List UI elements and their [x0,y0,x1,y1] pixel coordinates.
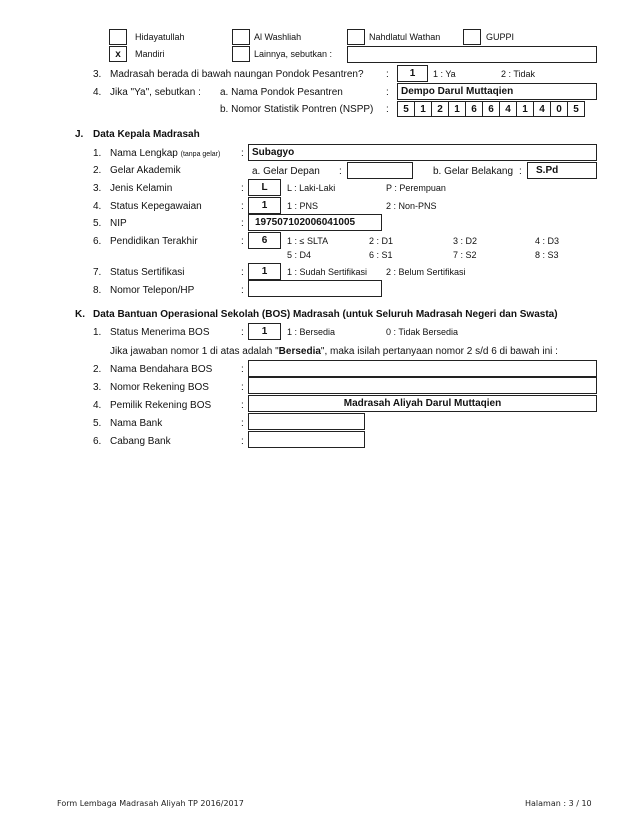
footer-page-number: Halaman : 3 / 10 [525,799,592,808]
pendidikan-option: 6 : S1 [369,250,393,260]
bos-status-label: Status Menerima BOS [110,327,210,338]
kelamin-option-p: P : Perempuan [386,183,446,193]
hidayatullah-label: Hidayatullah [135,32,185,42]
sertifikasi-number: 7. [93,267,102,278]
lainnya-checkbox[interactable] [232,46,250,62]
section-j-letter: J. [75,129,84,140]
bos-note-bold: Bersedia [278,346,321,357]
sertifikasi-colon: : [241,267,244,278]
kelamin-colon: : [241,183,244,194]
nama-label [110,148,220,159]
kepegawaian-colon: : [241,201,244,212]
kepegawaian-option-nonpns: 2 : Non-PNS [386,201,437,211]
rekening-colon: : [241,382,244,393]
q3-label: Madrasah berada di bawah naungan Pondok Pesantren? [110,69,364,80]
pemilik-field[interactable]: Madrasah Aliyah Darul Muttaqien [248,395,597,412]
nip-label: NIP [110,218,127,229]
bendahara-number: 2. [93,364,102,375]
gelar-depan-field[interactable] [347,162,413,179]
pemilik-label: Pemilik Rekening BOS [110,400,212,411]
kelamin-option-l: L : Laki-Laki [287,183,336,193]
pendidikan-option: 2 : D1 [369,236,394,246]
pendidikan-option: 3 : D2 [453,236,478,246]
nama-field[interactable]: Subagyo [248,144,597,161]
nspp-digit[interactable]: 6 [482,101,500,117]
bos-instruction-note [110,346,558,357]
section-j-title: Data Kepala Madrasah [93,129,200,140]
bos-option-bersedia: 1 : Bersedia [287,327,336,337]
nspp-digit[interactable]: 6 [465,101,483,117]
bos-note-post: ", maka isilah pertanyaan nomor 2 s/d 6 di bawah ini : [320,346,558,357]
bank-colon: : [241,418,244,429]
q3-number: 3. [93,69,102,80]
kepegawaian-number: 4. [93,201,102,212]
sertifikasi-option-belum: 2 : Belum Sertifikasi [386,267,466,277]
lainnya-label: Lainnya, sebutkan : [254,49,333,59]
telepon-label: Nomor Telepon/HP [110,285,195,296]
pesantren-name-label: a. Nama Pondok Pesantren [220,87,343,98]
bank-label: Nama Bank [110,418,163,429]
cabang-number: 6. [93,436,102,447]
rekening-field[interactable] [248,377,597,394]
pesantren-name-field[interactable]: Dempo Darul Muttaqien [397,83,597,100]
kelamin-label: Jenis Kelamin [110,183,173,194]
nspp-digit[interactable]: 1 [516,101,534,117]
nspp-field[interactable] [397,101,597,117]
bank-number: 5. [93,418,102,429]
pendidikan-answer-box[interactable]: 6 [248,232,281,249]
nspp-label: b. Nomor Statistik Pontren (NSPP) [220,104,374,115]
telepon-colon: : [241,285,244,296]
q4-number: 4. [93,87,102,98]
nahdlatul-wathan-checkbox[interactable] [347,29,365,45]
gelar-belakang-colon: : [519,166,522,177]
nspp-digit[interactable]: 2 [431,101,449,117]
footer-form-title: Form Lembaga Madrasah Aliyah TP 2016/2017 [57,799,244,808]
guppi-label: GUPPI [486,32,515,42]
nspp-colon: : [386,104,389,115]
guppi-checkbox[interactable] [463,29,481,45]
gelar-depan-label: a. Gelar Depan [252,166,320,177]
cabang-label: Cabang Bank [110,436,171,447]
pendidikan-colon: : [241,236,244,247]
gelar-belakang-label: b. Gelar Belakang [433,166,514,177]
rekening-label: Nomor Rekening BOS [110,382,209,393]
gelar-label: Gelar Akademik [110,165,181,176]
mandiri-label: Mandiri [135,49,165,59]
pendidikan-number: 6. [93,236,102,247]
nip-colon: : [241,218,244,229]
bendahara-label: Nama Bendahara BOS [110,364,213,375]
pendidikan-option: 8 : S3 [535,250,559,260]
al-washliah-label: Al Washliah [254,32,302,42]
bos-note-pre: Jika jawaban nomor 1 di atas adalah " [110,346,279,357]
pendidikan-option: 7 : S2 [453,250,477,260]
kepegawaian-answer-box[interactable]: 1 [248,197,281,214]
bos-status-answer-box[interactable]: 1 [248,323,281,340]
mandiri-checkbox[interactable]: x [109,46,127,62]
nama-number: 1. [93,148,102,159]
gelar-depan-colon: : [339,166,342,177]
pendidikan-option: 5 : D4 [287,250,312,260]
sertifikasi-answer-box[interactable]: 1 [248,263,281,280]
kelamin-answer-box[interactable]: L [248,179,281,196]
nahdlatul-wathan-label: Nahdlatul Wathan [369,32,441,42]
nspp-digit[interactable]: 4 [533,101,551,117]
cabang-colon: : [241,436,244,447]
bendahara-colon: : [241,364,244,375]
sertifikasi-option-sudah: 1 : Sudah Sertifikasi [287,267,368,277]
nspp-digit[interactable]: 1 [414,101,432,117]
q4-label: Jika "Ya", sebutkan : [110,87,201,98]
pemilik-colon: : [241,400,244,411]
section-k-letter: K. [75,309,85,320]
kepegawaian-label: Status Kepegawaian [110,201,202,212]
telepon-number: 8. [93,285,102,296]
bos-status-colon: : [241,327,244,338]
gelar-number: 2. [93,165,102,176]
kelamin-number: 3. [93,183,102,194]
nama-label-text: Nama Lengkap [110,148,178,159]
al-washliah-checkbox[interactable] [232,29,250,45]
gelar-belakang-field[interactable]: S.Pd [527,162,597,179]
pendidikan-label: Pendidikan Terakhir [110,236,198,247]
sertifikasi-label: Status Sertifikasi [110,267,185,278]
pesantren-name-colon: : [386,87,389,98]
hidayatullah-checkbox[interactable] [109,29,127,45]
q3-option-ya: 1 : Ya [433,69,456,79]
bos-option-tidak-bersedia: 0 : Tidak Bersedia [386,327,459,337]
nspp-digit[interactable]: 4 [499,101,517,117]
nspp-digit[interactable]: 1 [448,101,466,117]
nip-field[interactable]: 197507102006041005 [248,214,382,231]
lainnya-input[interactable] [347,46,597,63]
pendidikan-option: 4 : D3 [535,236,560,246]
cabang-field[interactable] [248,431,365,448]
q3-option-tidak: 2 : Tidak [501,69,536,79]
nspp-digit[interactable]: 5 [397,101,415,117]
pendidikan-option: 1 : ≤ SLTA [287,236,329,246]
bank-field[interactable] [248,413,365,430]
q3-answer-box[interactable]: 1 [397,65,428,82]
bendahara-field[interactable] [248,360,597,377]
telepon-field[interactable] [248,280,382,297]
nama-colon: : [241,148,244,159]
section-k-title: Data Bantuan Operasional Sekolah (BOS) Madrasah (untuk Seluruh Madrasah Negeri dan Swasta) [93,309,558,320]
nspp-digit[interactable]: 0 [550,101,568,117]
nspp-digit[interactable]: 5 [567,101,585,117]
kepegawaian-option-pns: 1 : PNS [287,201,319,211]
pemilik-number: 4. [93,400,102,411]
nama-label-note: (tanpa gelar) [180,151,221,158]
nip-number: 5. [93,218,102,229]
bos-status-number: 1. [93,327,102,338]
rekening-number: 3. [93,382,102,393]
q3-colon: : [386,69,389,80]
